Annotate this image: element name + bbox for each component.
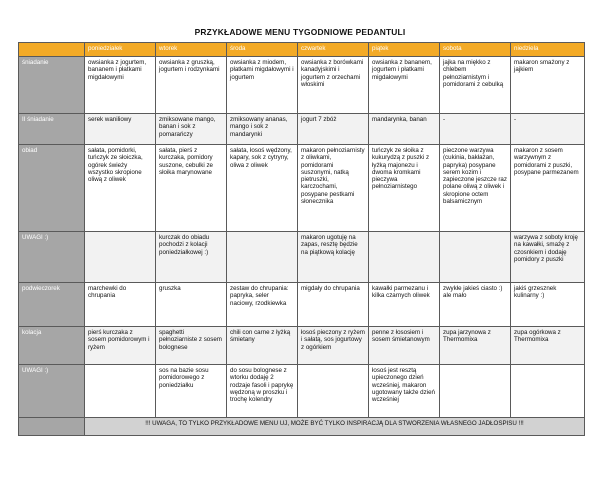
menu-cell: penne z łososiem i sosem śmietanowym	[369, 327, 440, 365]
day-header: wtorek	[156, 43, 227, 57]
meal-row-ii-sniadanie	[19, 114, 585, 145]
meal-row-obiad	[19, 145, 585, 232]
menu-cell: zupa jarzynowa z Thermomixa	[440, 327, 511, 365]
note-cell: sos na bazie sosu pomidorowego z poniedziałku	[156, 365, 227, 418]
note-cell: do sosu bolognese z wtorku dodaję 2 rodzaje fasoli i paprykę wędzoną w proszku i trochę kolendry	[227, 365, 298, 418]
notes-label: UWAGI :)	[19, 232, 85, 283]
menu-cell: mandarynka, banan	[369, 114, 440, 145]
day-header: sobota	[440, 43, 511, 57]
menu-cell: zupa ogórkowa z Thermomixa	[511, 327, 585, 365]
menu-cell: łosoś pieczony z ryżem i sałatą, sos jogurtowy z ogórkiem	[298, 327, 369, 365]
note-cell	[298, 365, 369, 418]
menu-cell: makaron pełnoziarnisty z oliwkami, pomidorami suszonymi, natką pietruszki, karczochami, posypane pestkami słonecznika	[298, 145, 369, 232]
footer-row	[19, 418, 585, 436]
menu-cell: tuńczyk ze słoika z kukurydzą z puszki z łyżką majonezu i dwoma kromkami pieczywa pełnoziarnistego	[369, 145, 440, 232]
footer-note: !!! UWAGA, TO TYLKO PRZYKŁADOWE MENU UJ, MOŻE BYĆ TYLKO INSPIRACJĄ DLA STWORZENIA WŁASNEGO JADŁOSPISU !!!	[85, 418, 585, 436]
menu-cell: -	[511, 114, 585, 145]
note-cell	[85, 232, 156, 283]
notes-label: UWAGI :)	[19, 365, 85, 418]
meal-label: kolacja	[19, 327, 85, 365]
menu-cell: owsianka z borówkami kanadyjskimi i jogurtem z orzechami włoskimi	[298, 57, 369, 114]
menu-cell: chili con carne z łyżką śmietany	[227, 327, 298, 365]
note-cell	[369, 232, 440, 283]
menu-cell: owsianka z gruszką, jogurtem i rodzynkami	[156, 57, 227, 114]
menu-cell: gruszka	[156, 283, 227, 327]
menu-cell: zmiksowane mango, banan i sok z pomarańczy	[156, 114, 227, 145]
menu-cell: owsianka z miodem, płatkami migdałowymi i jogurtem	[227, 57, 298, 114]
menu-cell: zwykłe jakieś ciasto :) ale mało	[440, 283, 511, 327]
menu-cell: spaghetti pełnoziarniste z sosem bolognese	[156, 327, 227, 365]
menu-cell: serek waniliowy	[85, 114, 156, 145]
day-header: środa	[227, 43, 298, 57]
menu-cell: zestaw do chrupania: papryka, seler naciowy, rzodkiewka	[227, 283, 298, 327]
notes-row-obiad	[19, 232, 585, 283]
header-corner	[19, 43, 85, 57]
menu-cell: marchewki do chrupania	[85, 283, 156, 327]
meal-label: podwieczorek	[19, 283, 85, 327]
page-title: PRZYKŁADOWE MENU TYGODNIOWE PEDANTULI	[194, 27, 406, 37]
menu-cell: pierś kurczaka z sosem pomidorowym i ryżem	[85, 327, 156, 365]
menu-cell: zmiksowany ananas, mango i sok z mandarynki	[227, 114, 298, 145]
meal-row-sniadanie	[19, 57, 585, 114]
note-cell: warzywa z soboty kroję na kawałki, smażę z czosnkiem i dodaję pomidory z puszki	[511, 232, 585, 283]
menu-cell: jajka na miękko z chlebem pełnoziarnistym i pomidorami z cebulką	[440, 57, 511, 114]
note-cell: makaron ugotuję na zapas, resztę będzie na piątkową kolację	[298, 232, 369, 283]
day-header: poniedziałek	[85, 43, 156, 57]
menu-cell: sałata, pomidorki, tuńczyk ze słoiczka, ogórek świeży wszystko skropione oliwą z oliwek	[85, 145, 156, 232]
menu-cell: pieczone warzywa (cukinia, bakłażan, papryka) posypane serem kozim i zapieczone jeszcze raz polane oliwą z oliwek i skropione octem balsamicznym	[440, 145, 511, 232]
note-cell	[511, 365, 585, 418]
header-row	[19, 43, 585, 57]
weekly-menu-table	[18, 42, 585, 436]
menu-cell: makaron smażony z jajkiem	[511, 57, 585, 114]
menu-cell: kawałki parmezanu i kilka czarnych oliwek	[369, 283, 440, 327]
meal-label: obiad	[19, 145, 85, 232]
menu-cell: sałata, łosoś wędzony, kapary, sok z cytryny, oliwa z oliwek	[227, 145, 298, 232]
note-cell	[440, 365, 511, 418]
menu-cell: owsianka z jogurtem, bananem i płatkami migdałowymi	[85, 57, 156, 114]
menu-cell: makaron z sosem warzywnym z pomidorami z puszki, posypane parmezanem	[511, 145, 585, 232]
note-cell	[85, 365, 156, 418]
day-header: niedziela	[511, 43, 585, 57]
day-header: czwartek	[298, 43, 369, 57]
menu-cell: jakiś grzesznek kulinarny :)	[511, 283, 585, 327]
menu-cell: jogurt 7 zbóż	[298, 114, 369, 145]
meal-row-kolacja	[19, 327, 585, 365]
menu-cell: migdały do chrupania	[298, 283, 369, 327]
meal-row-podwieczorek	[19, 283, 585, 327]
note-cell: kurczak do obiadu pochodzi z kolacji poniedziałkowej :)	[156, 232, 227, 283]
menu-cell: owsianka z bananem, jogurtem i płatkami migdałowymi	[369, 57, 440, 114]
notes-row-kolacja	[19, 365, 585, 418]
note-cell	[227, 232, 298, 283]
note-cell: łosoś jest resztą upieczonego dzień wcześniej, makaron ugotowany także dzień wcześniej	[369, 365, 440, 418]
footer-lead-cell	[19, 418, 85, 436]
menu-cell: sałata, pierś z kurczaka, pomidory suszone, cebulki ze słoika marynowane	[156, 145, 227, 232]
note-cell	[440, 232, 511, 283]
menu-cell: -	[440, 114, 511, 145]
day-header: piątek	[369, 43, 440, 57]
meal-label: śniadanie	[19, 57, 85, 114]
meal-label: II śniadanie	[19, 114, 85, 145]
